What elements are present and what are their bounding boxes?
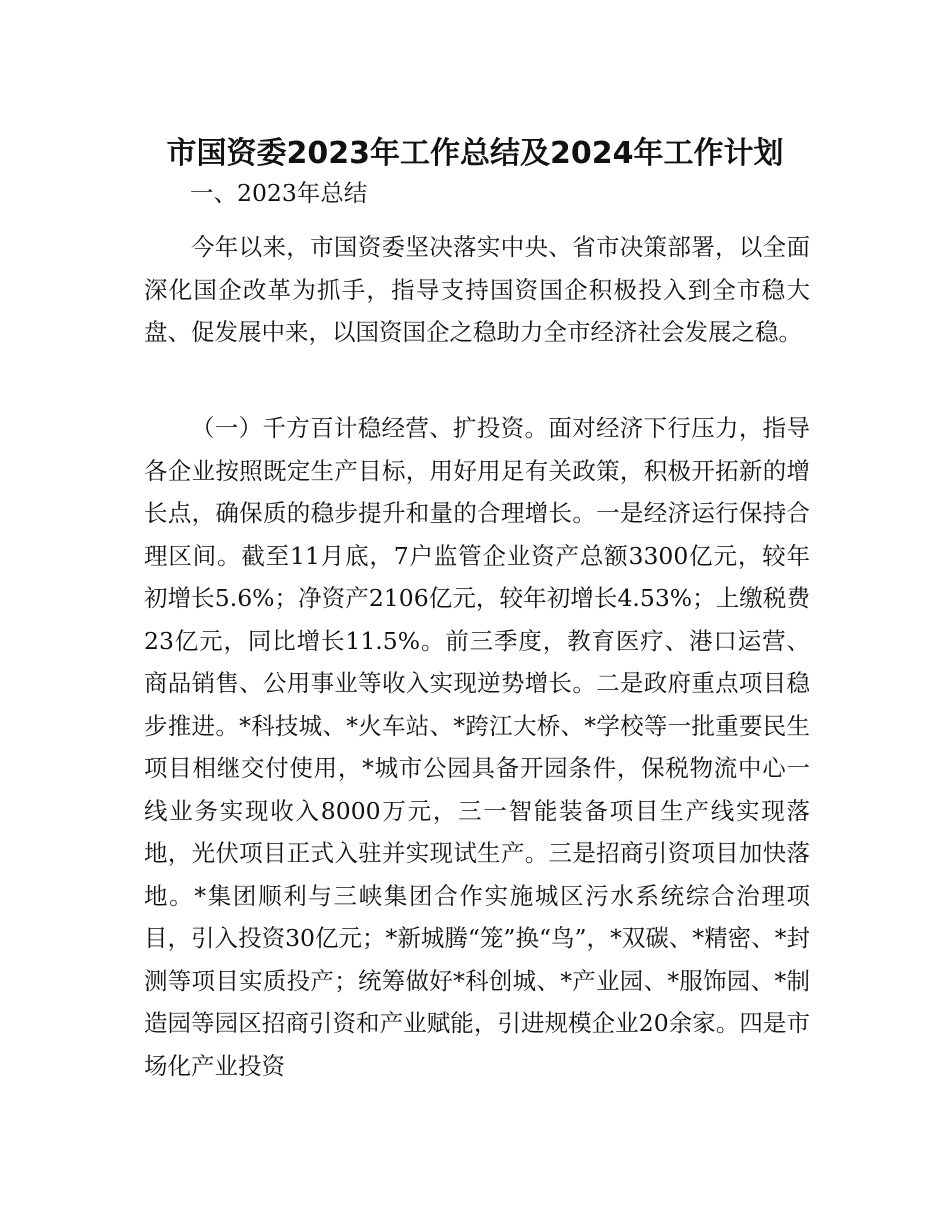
section-heading: 一、2023年总结 bbox=[190, 179, 368, 207]
paragraph-section-1: （一）千方百计稳经营、扩投资。面对经济下行压力，指导各企业按照既定生产目标，用好用足有关政策，积极开拓新的增长点，确保质的稳步提升和量的合理增长。一是经济运行保持合理区间。截至11月底，7户监管企业资产总额3300亿元，较年初增长5.6%；净资产2106亿元，较年初增长4.53%；上缴税费23亿元，同比增长11.5%。前三季度，教育医疗、港口运营、商品销售、公用事业等收入实现逆势增长。二是政府重点项目稳步推进。*科技城、*火车站、*跨江大桥、*学校等一批重要民生项目相继交付使用，*城市公园具备开园条件，保税物流中心一线业务实现收入8000万元，三一智能装备项目生产线实现落地，光伏项目正式入驻并实现试生产。三是招商引资项目加快落地。*集团顺利与三峡集团合作实施城区污水系统综合治理项目，引入投资30亿元；*新城腾“笼”换“鸟”，*双碳、*精密、*封测等项目实质投产；统筹做好*科创城、*产业园、*服饰园、*制造园等园区招商引资和产业赋能，引进规模企业20余家。四是市场化产业投资 bbox=[144, 414, 810, 1080]
document-title: 市国资委2023年工作总结及2024年工作计划 bbox=[166, 136, 784, 172]
paragraph-intro: 今年以来，市国资委坚决落实中央、省市决策部署，以全面深化国企改革为抓手，指导支持国资国企积极投入到全市稳大盘、促发展中来，以国资国企之稳助力全市经济社会发展之稳。 bbox=[144, 233, 810, 346]
